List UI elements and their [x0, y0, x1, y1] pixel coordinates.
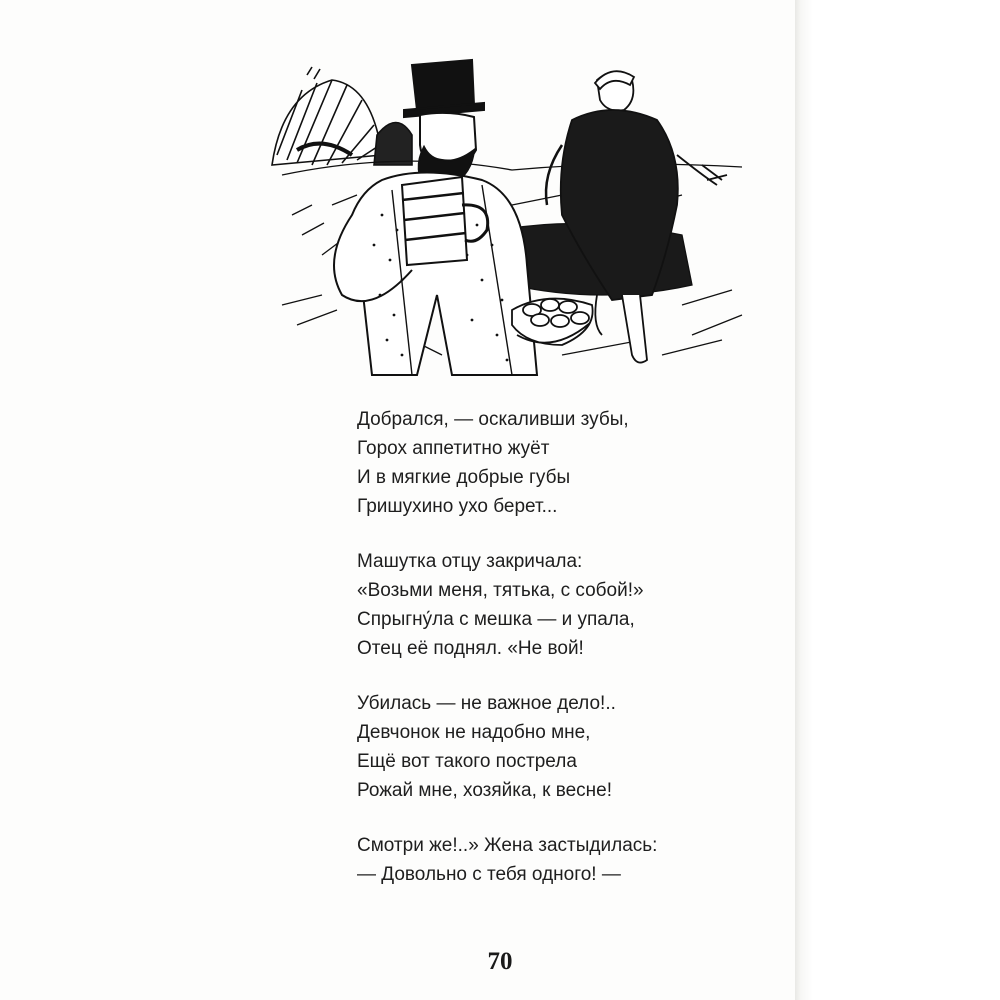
stanza — [357, 405, 757, 521]
poem-line: Смотри же!..» Жена застыдилась: — [357, 835, 658, 856]
peasant-and-child-in-field-illustration — [262, 55, 752, 380]
stanza — [357, 831, 757, 889]
stanza — [357, 689, 757, 805]
poem-text — [357, 405, 757, 915]
poem-line: Убилась — не важное дело!.. — [357, 693, 616, 714]
poem-line: И в мягкие добрые губы — [357, 467, 571, 488]
poem-line: Девчонок не надобно мне, — [357, 722, 591, 743]
poem-line: — Довольно с тебя одного! — — [357, 864, 621, 885]
poem-line: Ещё вот такого пострела — [357, 751, 577, 772]
haystack-icon — [272, 67, 412, 165]
poem-line: Отец её поднял. «Не вой! — [357, 638, 584, 659]
page-number: 70 — [487, 948, 513, 975]
poem-line: «Возьми меня, тятька, с собой!» — [357, 580, 644, 601]
basket-icon — [512, 299, 593, 345]
poem-line: Добрался, — оскаливши зубы, — [357, 409, 629, 430]
stanza — [357, 547, 757, 663]
poem-line: Спрыгну́ла с мешка — и упала, — [357, 609, 635, 630]
poem-line: Гришухино ухо берет... — [357, 496, 558, 517]
poem-line: Горох аппетитно жуёт — [357, 438, 550, 459]
poem-line: Машутка отцу закричала: — [357, 551, 583, 572]
poem-line: Рожай мне, хозяйка, к весне! — [357, 780, 613, 801]
page-edge-shadow — [795, 0, 1000, 1000]
